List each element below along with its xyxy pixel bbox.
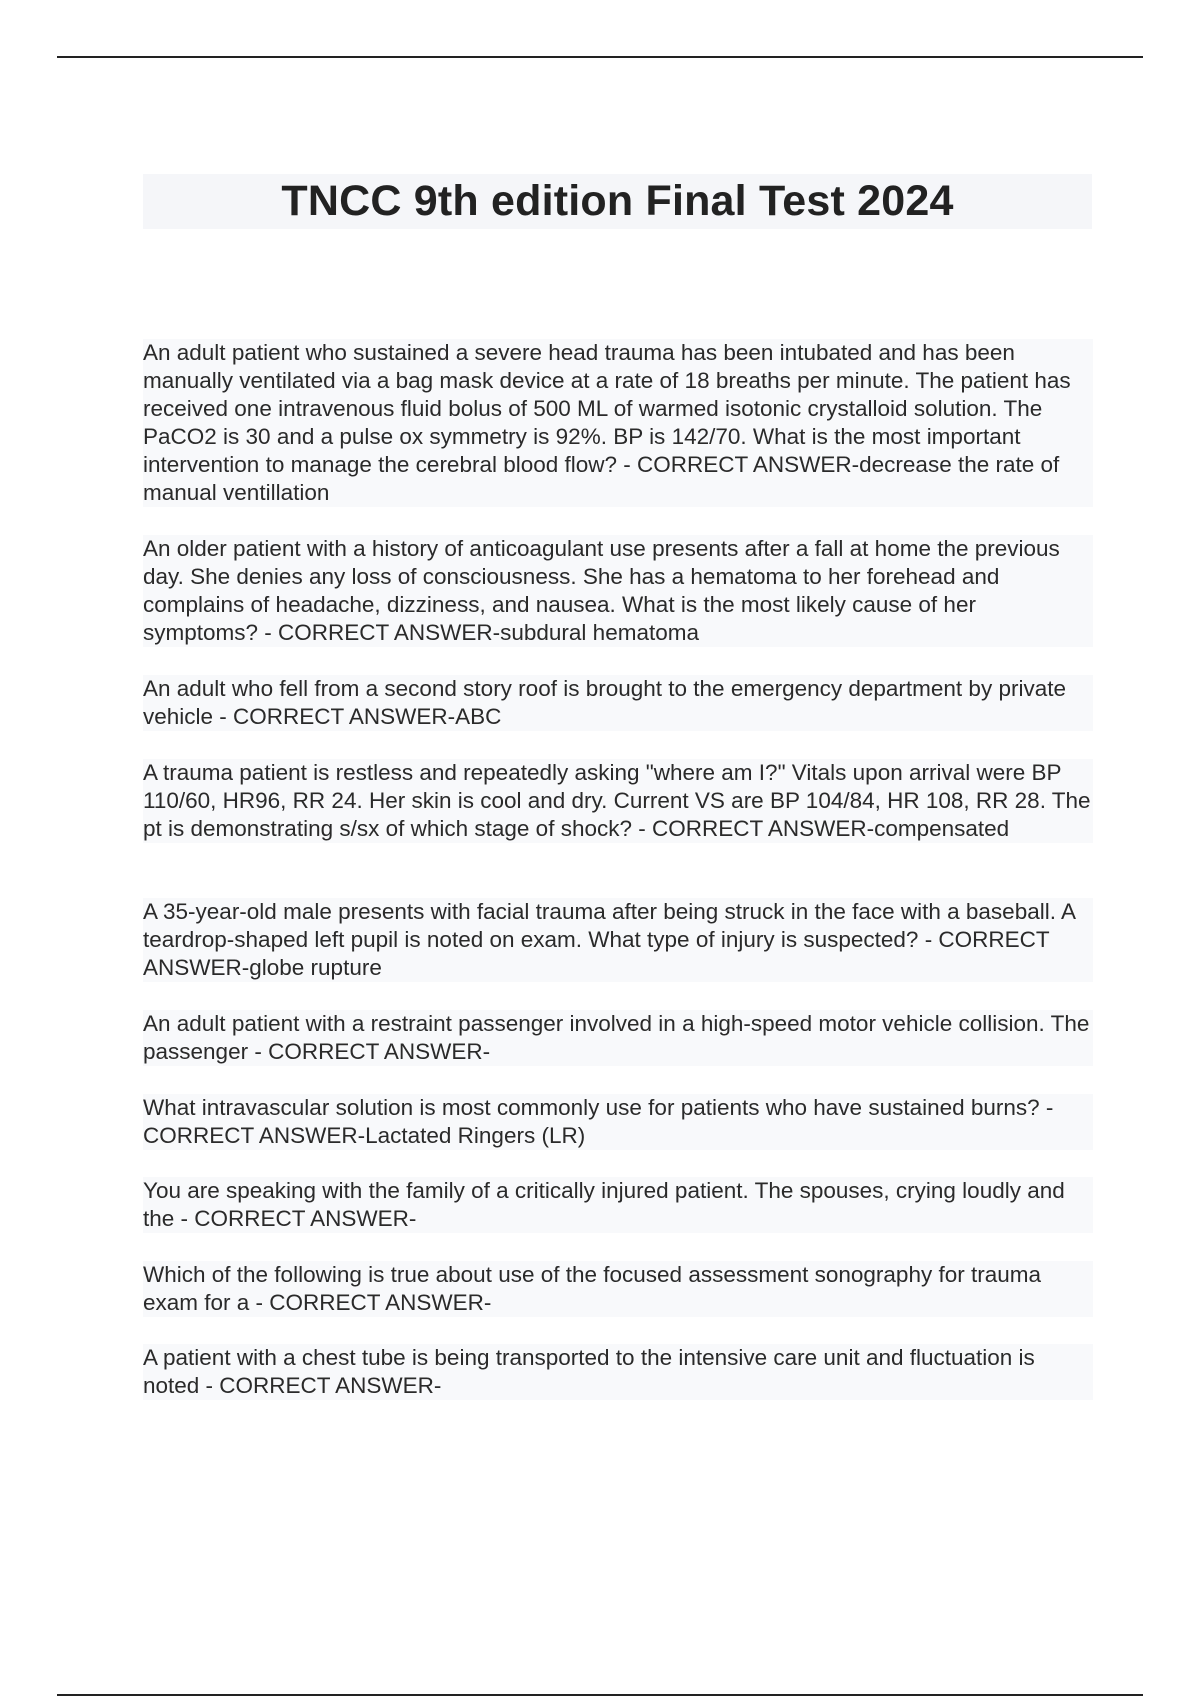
top-rule — [57, 56, 1143, 58]
title-band — [143, 174, 1092, 229]
question-answer-1: An adult patient who sustained a severe head trauma has been intubated and has been manually ventilated via a bag mask device at a rate of 18 breaths per minute. The patient has received one intravenous fluid bolus of 500 ML of warmed isotonic crystalloid solution. The PaCO2 is 30 and a pulse ox symmetry is 92%. BP is 142/70. What is the most important intervention to manage the cerebral blood flow? - CORRECT ANSWER-decrease the rate of manual ventillation — [143, 339, 1093, 507]
question-answer-8: You are speaking with the family of a critically injured patient. The spouses, crying loudly and the - CORRECT ANSWER- — [143, 1177, 1093, 1233]
question-answer-6: An adult patient with a restraint passenger involved in a high-speed motor vehicle collision. The passenger - CORRECT ANSWER- — [143, 1010, 1093, 1066]
question-answer-9: Which of the following is true about use of the focused assessment sonography for trauma exam for a - CORRECT ANSWER- — [143, 1261, 1093, 1317]
question-answer-3: An adult who fell from a second story roof is brought to the emergency department by private vehicle - CORRECT ANSWER-ABC — [143, 675, 1093, 731]
question-answer-2: An older patient with a history of anticoagulant use presents after a fall at home the previous day. She denies any loss of consciousness. She has a hematoma to her forehead and complains of headache, dizziness, and nausea. What is the most likely cause of her symptoms? - CORRECT ANSWER-subdural hematoma — [143, 535, 1093, 647]
document-title: TNCC 9th edition Final Test 2024 — [281, 177, 954, 225]
question-answer-4: A trauma patient is restless and repeatedly asking "where am I?" Vitals upon arrival were BP 110/60, HR96, RR 24. Her skin is cool and dry. Current VS are BP 104/84, HR 108, RR 28. The pt is demonstrating s/sx of which stage of shock? - CORRECT ANSWER-compensated — [143, 759, 1093, 843]
question-answer-5: A 35-year-old male presents with facial trauma after being struck in the face with a baseball. A teardrop-shaped left pupil is noted on exam. What type of injury is suspected? - CORRECT ANSWER-globe rupture — [143, 898, 1093, 982]
question-answer-10: A patient with a chest tube is being transported to the intensive care unit and fluctuation is noted - CORRECT ANSWER- — [143, 1344, 1093, 1400]
bottom-rule — [57, 1694, 1143, 1696]
question-answer-7: What intravascular solution is most commonly use for patients who have sustained burns? - CORRECT ANSWER-Lactated Ringers (LR) — [143, 1094, 1093, 1150]
